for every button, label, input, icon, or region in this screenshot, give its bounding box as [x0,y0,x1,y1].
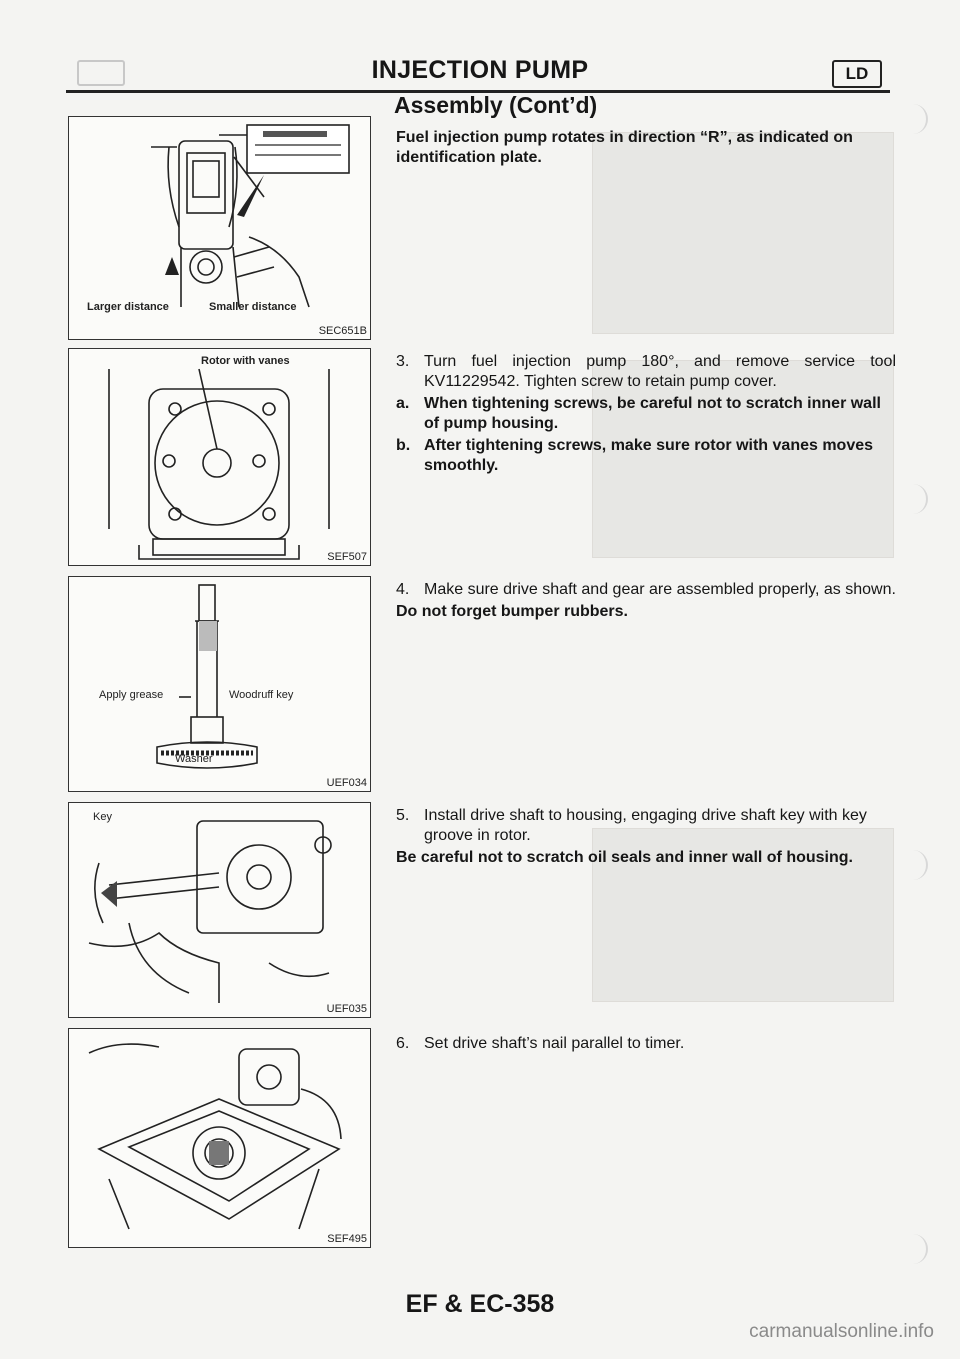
figure-code: UEF035 [326,1003,367,1015]
step-5 [396,806,896,868]
step-3 [396,352,896,476]
page-number: EF & EC-358 [405,1290,555,1318]
step-4 [396,580,896,622]
figure-install-drive-shaft [68,802,371,1018]
drive-shaft-illustration [69,577,369,792]
figure-code: SEC651B [318,325,367,337]
watermark: carmanualsonline.info [749,1321,934,1342]
woodruff-key-label: Woodruff key [229,689,294,701]
page-header-title: INJECTION PUMP [371,56,589,84]
smaller-distance-label: Smaller distance [209,301,297,313]
figure-code: UEF034 [326,777,367,789]
binder-hole-mark [908,104,928,134]
step-text: Make sure drive shaft and gear are assembled properly, as shown. [424,581,896,598]
step-6 [396,1034,896,1054]
substep-letter: b. [396,437,411,454]
substep-caution: After tightening screws, make sure rotor with vanes moves smoothly. [424,437,874,474]
key-label: Key [93,811,112,823]
figure-code: SEF507 [327,551,367,563]
figure-shaft-nail-timer [68,1028,371,1248]
step-number: 5. [396,807,410,824]
ld-badge: LD [832,60,882,88]
section-title: Assembly (Cont’d) [394,92,598,118]
pump-housing-illustration [69,1029,369,1248]
step-number: 4. [396,581,410,598]
install-shaft-illustration [69,803,369,1018]
figure-pump-identification [68,116,371,340]
figure-rotor-with-vanes [68,348,371,566]
step-caution: Do not forget bumper rubbers. [396,603,628,620]
step-text: Install drive shaft to housing, engaging drive shaft key with key groove in rotor. [424,807,867,844]
substep-caution: When tightening screws, be careful not to scratch inner wall of pump housing. [424,395,881,432]
figure-drive-shaft [68,576,371,792]
step-text: Turn fuel injection pump 180°, and remove service tool KV11229542. Tighten screw to retain pump cover. [424,353,896,390]
step-number: 3. [396,353,410,370]
larger-distance-label: Larger distance [87,301,169,313]
washer-label: Washer [175,753,213,765]
step-caution: Be careful not to scratch oil seals and inner wall of housing. [396,849,853,866]
binder-hole-mark [908,1234,928,1264]
apply-grease-label: Apply grease [99,689,164,701]
step-number: 6. [396,1035,410,1052]
rotor-with-vanes-label: Rotor with vanes [201,355,290,367]
binder-hole-mark [908,850,928,880]
rotor-illustration [69,349,369,566]
figure-code: SEF495 [327,1233,367,1245]
step-text: Set drive shaft’s nail parallel to timer. [424,1035,685,1052]
rotation-direction-note: Fuel injection pump rotates in direction “R”, as indicated on identification plate. [396,129,853,166]
substep-letter: a. [396,395,410,412]
binder-hole-mark [908,484,928,514]
